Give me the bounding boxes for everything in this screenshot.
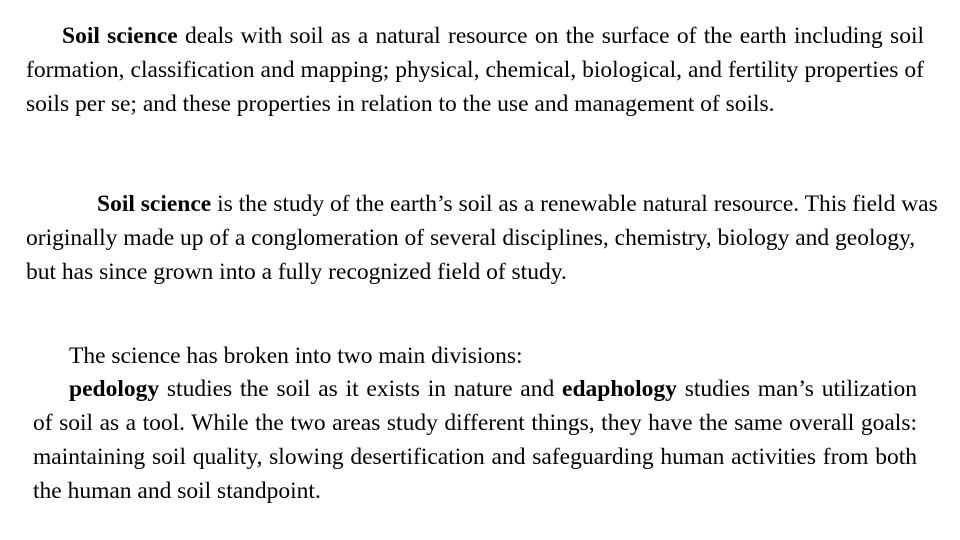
paragraph-divisions bbox=[33, 372, 917, 508]
paragraph-divisions-intro: The science has broken into two main divisions: bbox=[69, 343, 523, 369]
term-soil-science: Soil science bbox=[62, 23, 178, 49]
paragraph-text: is the study of the earth’s soil as a renewable natural resource. This field was originally made up of a conglomeration of several disciplines, chemistry, biology and geology, but has since grown into a fully recognized field of study. bbox=[26, 191, 938, 285]
paragraph-soil-science-study bbox=[26, 187, 938, 289]
paragraph-text: deals with soil as a natural resource on the surface of the earth including soil formation, classification and mapping; physical, chemical, biological, and fertility properties of soils per se; and these properties in relation to the use and management of soils. bbox=[26, 23, 924, 117]
paragraph-text: studies man’s utilization of soil as a tool. While the two areas study different things, they have the same overall goals: maintaining soil quality, slowing desertification and safeguarding human activities from both the human and soil standpoint. bbox=[33, 376, 917, 504]
term-soil-science: Soil science bbox=[97, 191, 212, 217]
term-pedology: pedology bbox=[69, 376, 160, 402]
term-edaphology: edaphology bbox=[562, 376, 677, 402]
paragraph-soil-science-definition bbox=[26, 19, 924, 121]
paragraph-text: studies the soil as it exists in nature and bbox=[159, 376, 563, 402]
